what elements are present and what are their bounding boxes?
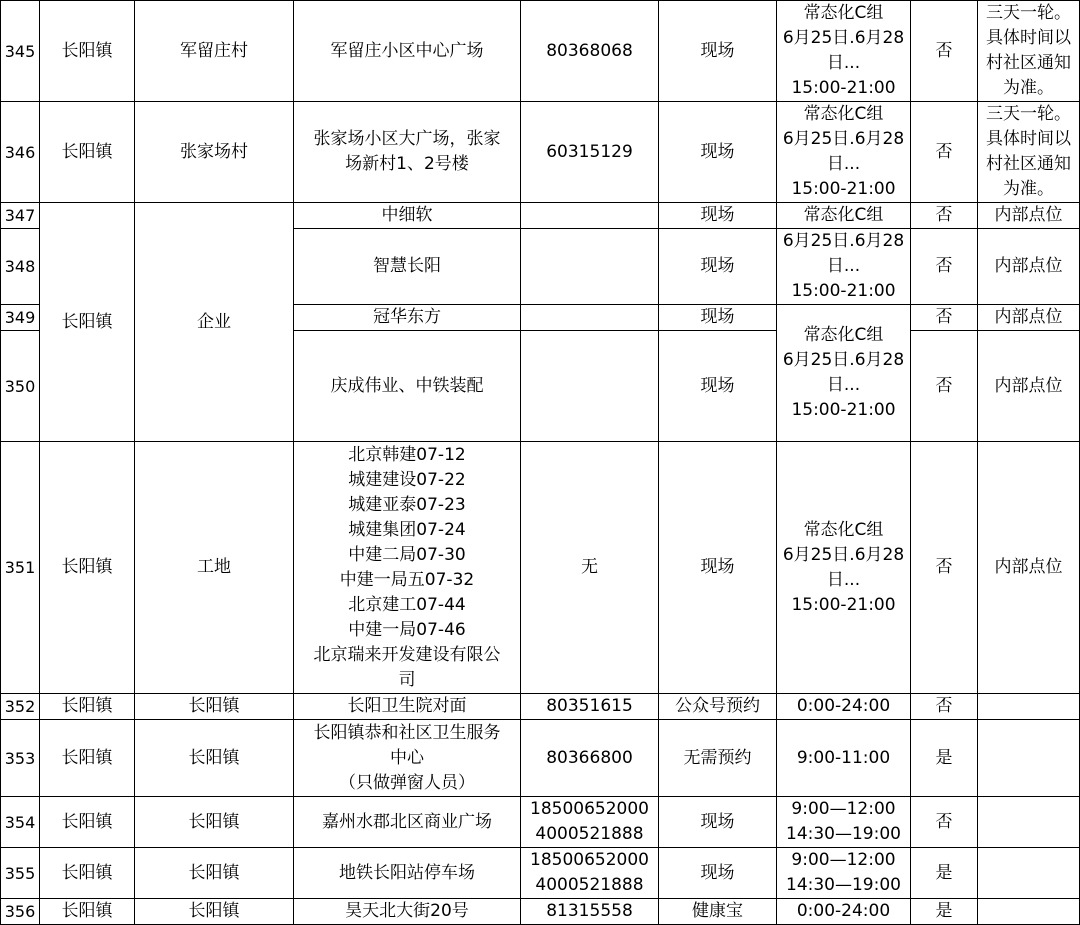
site-line: 中建二局07-30 xyxy=(348,544,466,565)
time-line: 日... xyxy=(826,256,861,276)
site-cell xyxy=(294,331,521,442)
phone-line: 18500652000 xyxy=(530,799,649,819)
free-cell: 否 xyxy=(911,694,978,720)
phone-line: 18500652000 xyxy=(530,850,649,870)
village-cell: 张家场村 xyxy=(135,102,294,203)
town-cell: 长阳镇 xyxy=(40,442,135,694)
phone-line: 4000521888 xyxy=(535,875,644,895)
site-cell xyxy=(294,848,521,899)
time-line: 日... xyxy=(826,53,861,73)
note-line: 内部点位 xyxy=(994,375,1063,396)
time-cell xyxy=(777,797,911,848)
time-line: 常态化C组 xyxy=(803,325,884,345)
site-cell xyxy=(294,229,521,305)
phone-cell xyxy=(521,305,659,331)
site-line: 城建亚泰07-23 xyxy=(348,494,466,515)
time-line: 6月25日.6月28 xyxy=(782,544,905,565)
site-cell xyxy=(294,203,521,229)
site-line: 张家场小区大广场，张家 xyxy=(313,129,501,149)
table-row xyxy=(1,442,1080,694)
time-cell xyxy=(777,442,911,694)
phone-cell xyxy=(521,694,659,720)
note-line: 内部点位 xyxy=(994,256,1063,276)
phone-line: 无 xyxy=(581,557,598,577)
row-number: 345 xyxy=(1,1,40,102)
site-line: 长阳卫生院对面 xyxy=(347,696,467,716)
time-line: 常态化C组 xyxy=(803,519,884,540)
time-line: 日... xyxy=(826,375,861,395)
note-line: 内部点位 xyxy=(994,307,1063,327)
note-line: 具体时间以 xyxy=(986,28,1071,48)
mode-cell: 现场 xyxy=(659,229,777,305)
phone-line: 80366800 xyxy=(546,747,633,768)
note-line: 内部点位 xyxy=(994,557,1063,577)
time-line: 14:30—19:00 xyxy=(786,824,901,844)
site-cell xyxy=(294,797,521,848)
town-cell: 长阳镇 xyxy=(40,899,135,925)
phone-cell xyxy=(521,331,659,442)
time-line: 日... xyxy=(826,154,861,174)
time-line: 6月25日.6月28 xyxy=(782,129,905,149)
time-line: 6月25日.6月28 xyxy=(782,28,905,48)
site-line: 北京建工07-44 xyxy=(348,594,466,615)
site-line: 中建一局07-46 xyxy=(348,619,466,640)
table-row xyxy=(1,694,1080,720)
time-cell xyxy=(777,229,911,305)
site-line: 军留庄小区中心广场 xyxy=(330,40,484,61)
town-cell: 长阳镇 xyxy=(40,102,135,203)
mode-cell: 无需预约 xyxy=(659,720,777,797)
note-cell xyxy=(978,331,1080,442)
mode-cell: 现场 xyxy=(659,442,777,694)
town-cell: 长阳镇 xyxy=(40,848,135,899)
time-cell xyxy=(777,848,911,899)
note-cell xyxy=(978,797,1080,848)
table-row xyxy=(1,720,1080,797)
site-line: 城建集团07-24 xyxy=(348,519,466,540)
site-line: 昊天北大街20号 xyxy=(345,901,469,921)
village-cell: 军留庄村 xyxy=(135,1,294,102)
row-number: 346 xyxy=(1,102,40,203)
town-cell: 长阳镇 xyxy=(40,797,135,848)
time-line: 0:00-24:00 xyxy=(796,901,891,921)
mode-cell: 现场 xyxy=(659,848,777,899)
mode-cell: 健康宝 xyxy=(659,899,777,925)
phone-cell xyxy=(521,899,659,925)
time-line: 15:00-21:00 xyxy=(791,179,896,199)
note-line: 具体时间以 xyxy=(986,129,1071,149)
table-row xyxy=(1,797,1080,848)
town-cell: 长阳镇 xyxy=(40,203,135,442)
time-line: 9:00—12:00 xyxy=(791,799,896,819)
time-cell xyxy=(777,899,911,925)
site-line: 司 xyxy=(398,669,416,690)
note-cell xyxy=(978,899,1080,925)
time-line: 常态化C组 xyxy=(803,3,884,23)
free-cell: 否 xyxy=(911,305,978,331)
note-cell xyxy=(978,720,1080,797)
row-number: 353 xyxy=(1,720,40,797)
site-line: 长阳镇恭和社区卫生服务 xyxy=(313,722,501,743)
note-cell xyxy=(978,848,1080,899)
site-line: （只做弹窗人员） xyxy=(339,772,475,793)
note-line: 内部点位 xyxy=(994,205,1063,225)
phone-cell xyxy=(521,1,659,102)
phone-line: 80351615 xyxy=(546,696,633,716)
time-line: 15:00-21:00 xyxy=(791,594,896,615)
free-cell: 否 xyxy=(911,203,978,229)
time-line: 9:00-11:00 xyxy=(796,747,891,768)
time-line: 常态化C组 xyxy=(803,205,884,225)
mode-cell: 现场 xyxy=(659,1,777,102)
site-cell xyxy=(294,442,521,694)
mode-cell: 公众号预约 xyxy=(659,694,777,720)
note-cell xyxy=(978,305,1080,331)
site-line: 北京韩建07-12 xyxy=(348,444,466,465)
free-cell: 否 xyxy=(911,102,978,203)
note-line: 为准。 xyxy=(1003,179,1054,199)
row-number: 354 xyxy=(1,797,40,848)
row-number: 350 xyxy=(1,331,40,442)
phone-cell xyxy=(521,229,659,305)
row-number: 351 xyxy=(1,442,40,694)
note-cell xyxy=(978,229,1080,305)
row-number: 347 xyxy=(1,203,40,229)
note-cell xyxy=(978,203,1080,229)
village-cell: 长阳镇 xyxy=(135,720,294,797)
time-line: 15:00-21:00 xyxy=(791,78,896,98)
row-number: 356 xyxy=(1,899,40,925)
site-line: 嘉州水郡北区商业广场 xyxy=(322,811,492,832)
note-line: 为准。 xyxy=(1003,78,1054,98)
phone-line: 4000521888 xyxy=(535,824,644,844)
site-cell xyxy=(294,899,521,925)
row-number: 352 xyxy=(1,694,40,720)
time-cell xyxy=(777,203,911,229)
phone-cell xyxy=(521,203,659,229)
time-line: 15:00-21:00 xyxy=(791,281,896,301)
free-cell: 是 xyxy=(911,899,978,925)
town-cell: 长阳镇 xyxy=(40,694,135,720)
mode-cell: 现场 xyxy=(659,305,777,331)
site-cell xyxy=(294,720,521,797)
site-line: 场新村1、2号楼 xyxy=(345,154,469,174)
time-cell xyxy=(777,720,911,797)
note-line: 三天一轮。 xyxy=(986,3,1071,23)
site-cell xyxy=(294,305,521,331)
free-cell: 是 xyxy=(911,848,978,899)
phone-cell xyxy=(521,797,659,848)
site-line: 中心 xyxy=(390,747,424,768)
time-line: 6月25日.6月28 xyxy=(782,231,905,251)
phone-line: 60315129 xyxy=(546,141,633,162)
time-line: 常态化C组 xyxy=(803,104,884,124)
note-line: 村社区通知 xyxy=(986,154,1071,174)
note-line: 村社区通知 xyxy=(986,53,1071,73)
table-row xyxy=(1,848,1080,899)
village-cell: 企业 xyxy=(135,203,294,442)
row-number: 348 xyxy=(1,229,40,305)
free-cell: 否 xyxy=(911,442,978,694)
site-line: 城建建设07-22 xyxy=(348,469,466,490)
time-line: 6月25日.6月28 xyxy=(782,350,905,370)
mode-cell: 现场 xyxy=(659,102,777,203)
phone-line: 81315558 xyxy=(546,901,633,921)
time-cell xyxy=(777,694,911,720)
site-line: 冠华东方 xyxy=(373,307,441,327)
phone-cell xyxy=(521,720,659,797)
phone-cell xyxy=(521,442,659,694)
time-cell xyxy=(777,1,911,102)
village-cell: 工地 xyxy=(135,442,294,694)
time-line: 14:30—19:00 xyxy=(786,875,901,895)
row-number: 355 xyxy=(1,848,40,899)
town-cell: 长阳镇 xyxy=(40,1,135,102)
mode-cell: 现场 xyxy=(659,331,777,442)
site-cell xyxy=(294,102,521,203)
phone-cell xyxy=(521,102,659,203)
village-cell: 长阳镇 xyxy=(135,899,294,925)
site-line: 智慧长阳 xyxy=(373,256,441,276)
note-cell xyxy=(978,694,1080,720)
mode-cell: 现场 xyxy=(659,203,777,229)
table-row xyxy=(1,1,1080,102)
time-line: 15:00-21:00 xyxy=(791,400,896,420)
site-line: 地铁长阳站停车场 xyxy=(339,862,475,883)
village-cell: 长阳镇 xyxy=(135,694,294,720)
note-cell xyxy=(978,102,1080,203)
village-cell: 长阳镇 xyxy=(135,797,294,848)
time-line: 9:00—12:00 xyxy=(791,850,896,870)
row-number: 349 xyxy=(1,305,40,331)
note-cell xyxy=(978,442,1080,694)
table-row xyxy=(1,102,1080,203)
time-line: 0:00-24:00 xyxy=(796,696,891,716)
site-cell xyxy=(294,1,521,102)
free-cell: 否 xyxy=(911,331,978,442)
table-row xyxy=(1,899,1080,925)
time-cell xyxy=(777,305,911,442)
phone-line: 80368068 xyxy=(546,40,633,61)
free-cell: 否 xyxy=(911,1,978,102)
free-cell: 是 xyxy=(911,720,978,797)
village-cell: 长阳镇 xyxy=(135,848,294,899)
site-cell xyxy=(294,694,521,720)
phone-cell xyxy=(521,848,659,899)
note-line: 三天一轮。 xyxy=(986,104,1071,124)
free-cell: 否 xyxy=(911,797,978,848)
free-cell: 否 xyxy=(911,229,978,305)
town-cell: 长阳镇 xyxy=(40,720,135,797)
mode-cell: 现场 xyxy=(659,797,777,848)
site-line: 庆成伟业、中铁装配 xyxy=(330,375,484,396)
time-cell xyxy=(777,102,911,203)
site-line: 中建一局五07-32 xyxy=(339,569,475,590)
note-cell xyxy=(978,1,1080,102)
site-line: 北京瑞来开发建设有限公 xyxy=(313,644,501,665)
time-line: 日... xyxy=(826,569,861,590)
table-row xyxy=(1,203,1080,229)
site-line: 中细软 xyxy=(381,205,433,225)
